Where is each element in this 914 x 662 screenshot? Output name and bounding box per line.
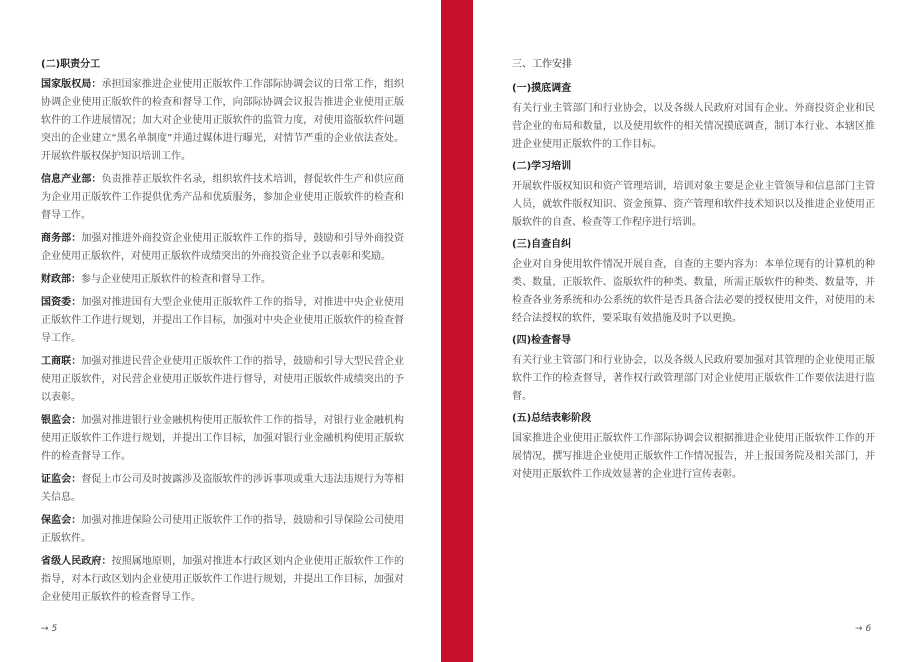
left-page xyxy=(41,58,404,612)
entry-label: 国资委： xyxy=(41,297,82,308)
arrow-right-icon: → xyxy=(855,624,863,634)
entry-label: 商务部： xyxy=(41,233,82,244)
entry-text: 加强对推进保险公司使用正版软件工作的指导，鼓励和引导保险公司使用正版软件。 xyxy=(41,515,405,544)
entry-text: 加强对推进外商投资企业使用正版软件工作的指导，鼓励和引导外商投资企业使用正版软件，对使用正版软件成绩突出的外商投资企业予以表彰和奖励。 xyxy=(41,233,405,262)
subsection-text: 有关行业主管部门和行业协会，以及各级人民政府对国有企业、外商投资企业和民营企业的布局和数量，以及使用软件的相关情况摸底调查，制订本行业、本辖区推进企业使用正版软件的工作目标。 xyxy=(512,103,875,150)
entry-text: 参与企业使用正版软件的检查和督导工作。 xyxy=(81,274,271,285)
entry-label: 证监会： xyxy=(41,474,82,485)
entry-text: 负责推荐正版软件名录，组织软件技术培训，督促软件生产和供应商为企业用正版软件工作提供优秀产品和优质服务，参加企业使用正版软件的检查和督导工作。 xyxy=(41,174,405,221)
entry-provincial-government xyxy=(41,553,404,607)
subsection-text: 有关行业主管部门和行业协会，以及各级人民政府要加强对其管理的企业使用正版软件工作的检查督导，著作权行政管理部门对企业使用正版软件工作要依法进行监督。 xyxy=(512,355,875,402)
subsection-text: 企业对自身使用软件情况开展自查，自查的主要内容为：本单位现有的计算机的种类、数量，正版软件、盗版软件的种类、数量，所需正版软件的种类、数量等，并检查各业务系统和办公系统的软件是否具备合法必要的授权使用文件，对使用的未经合法授权的软件，要采取有效措施及时予以更换。 xyxy=(512,259,875,324)
entry-text: 承担国家推进企业使用正版软件工作部际协调会议的日常工作，组织协调企业使用正版软件的检查和督导工作，向部际协调会议报告推进企业使用正版软件的工作进展情况；加大对企业使用正版软件的监管力度，对使用盗版软件问题突出的企业建立“黑名单制度”并通过媒体进行曝光，对情节严重的企业依法查处。开展软件版权保护知识培训工作。 xyxy=(41,79,405,162)
section-title: 三、工作安排 xyxy=(512,59,572,70)
subsection-heading: (四)检查督导 xyxy=(512,335,572,346)
entry-text: 督促上市公司及时披露涉及盗版软件的涉诉事项或重大违法违规行为等相关信息。 xyxy=(41,474,405,503)
arrow-right-icon: → xyxy=(41,624,49,634)
page-number-value: 6 xyxy=(865,624,872,634)
subsection-heading: (三)自查自纠 xyxy=(512,239,572,250)
subsection-heading: (五)总结表彰阶段 xyxy=(512,413,592,424)
entry-text: 加强对推进民营企业使用正版软件工作的指导，鼓励和引导大型民营企业使用正版软件，对民营企业使用正版软件进行督导，对使用正版软件成绩突出的予以表彰。 xyxy=(41,356,405,403)
entry-label: 银监会： xyxy=(41,415,82,426)
page-number-value: 5 xyxy=(51,624,58,634)
entry-label: 财政部： xyxy=(41,274,81,285)
right-page xyxy=(512,58,875,489)
subsection-text: 开展软件版权知识和资产管理培训，培训对象主要是企业主管领导和信息部门主管人员，就软件版权知识、资金预算、资产管理和软件技术知识以及推进企业使用正版软件的自查、检查等工作程序进行培训。 xyxy=(512,181,875,228)
page-number-right xyxy=(855,624,871,634)
entry-label: 省级人民政府： xyxy=(41,556,112,567)
subsection-heading: (一)摸底调查 xyxy=(512,83,572,94)
center-spine xyxy=(441,0,473,662)
entry-label: 国家版权局： xyxy=(41,79,102,90)
subsection-text: 国家推进企业使用正版软件工作部际协调会议根据推进企业使用正版软件工作的开展情况，撰写推进企业使用正版软件工作情况报告，并上报国务院及相关部门，并对使用正版软件工作成效显著的企业进行宣传表彰。 xyxy=(512,433,875,480)
entry-ministry-of-information xyxy=(41,171,404,225)
entry-label: 工商联： xyxy=(41,356,82,367)
entry-text: 按照属地原则，加强对推进本行政区划内企业使用正版软件工作的指导，对本行政区划内企业使用正版软件工作进行规划，并提出工作目标，加强对企业使用正版软件的检查督导工作。 xyxy=(41,556,405,603)
entry-text: 加强对推进银行业金融机构使用正版软件工作的指导，对银行业金融机构使用正版软件工作进行规划，并提出工作目标，加强对银行业金融机构使用正版软件的检查督导工作。 xyxy=(41,415,405,462)
entry-insurance-commission xyxy=(41,512,404,548)
entry-label: 保监会： xyxy=(41,515,82,526)
entry-label: 信息产业部： xyxy=(41,174,102,185)
entry-federation-of-industry xyxy=(41,353,404,407)
entry-ministry-of-finance xyxy=(41,271,404,289)
page-number-left xyxy=(41,624,57,634)
entry-ministry-of-commerce xyxy=(41,230,404,266)
left-page-heading: (二)职责分工 xyxy=(41,59,101,70)
entry-sasac xyxy=(41,294,404,348)
subsection-heading: (二)学习培训 xyxy=(512,161,572,172)
entry-securities-commission xyxy=(41,471,404,507)
entry-copyright-office xyxy=(41,76,404,166)
entry-text: 加强对推进国有大型企业使用正版软件工作的指导，对推进中央企业使用正版软件工作进行规划，并提出工作目标，加强对中央企业使用正版软件的检查督导工作。 xyxy=(41,297,405,344)
entry-banking-commission xyxy=(41,412,404,466)
